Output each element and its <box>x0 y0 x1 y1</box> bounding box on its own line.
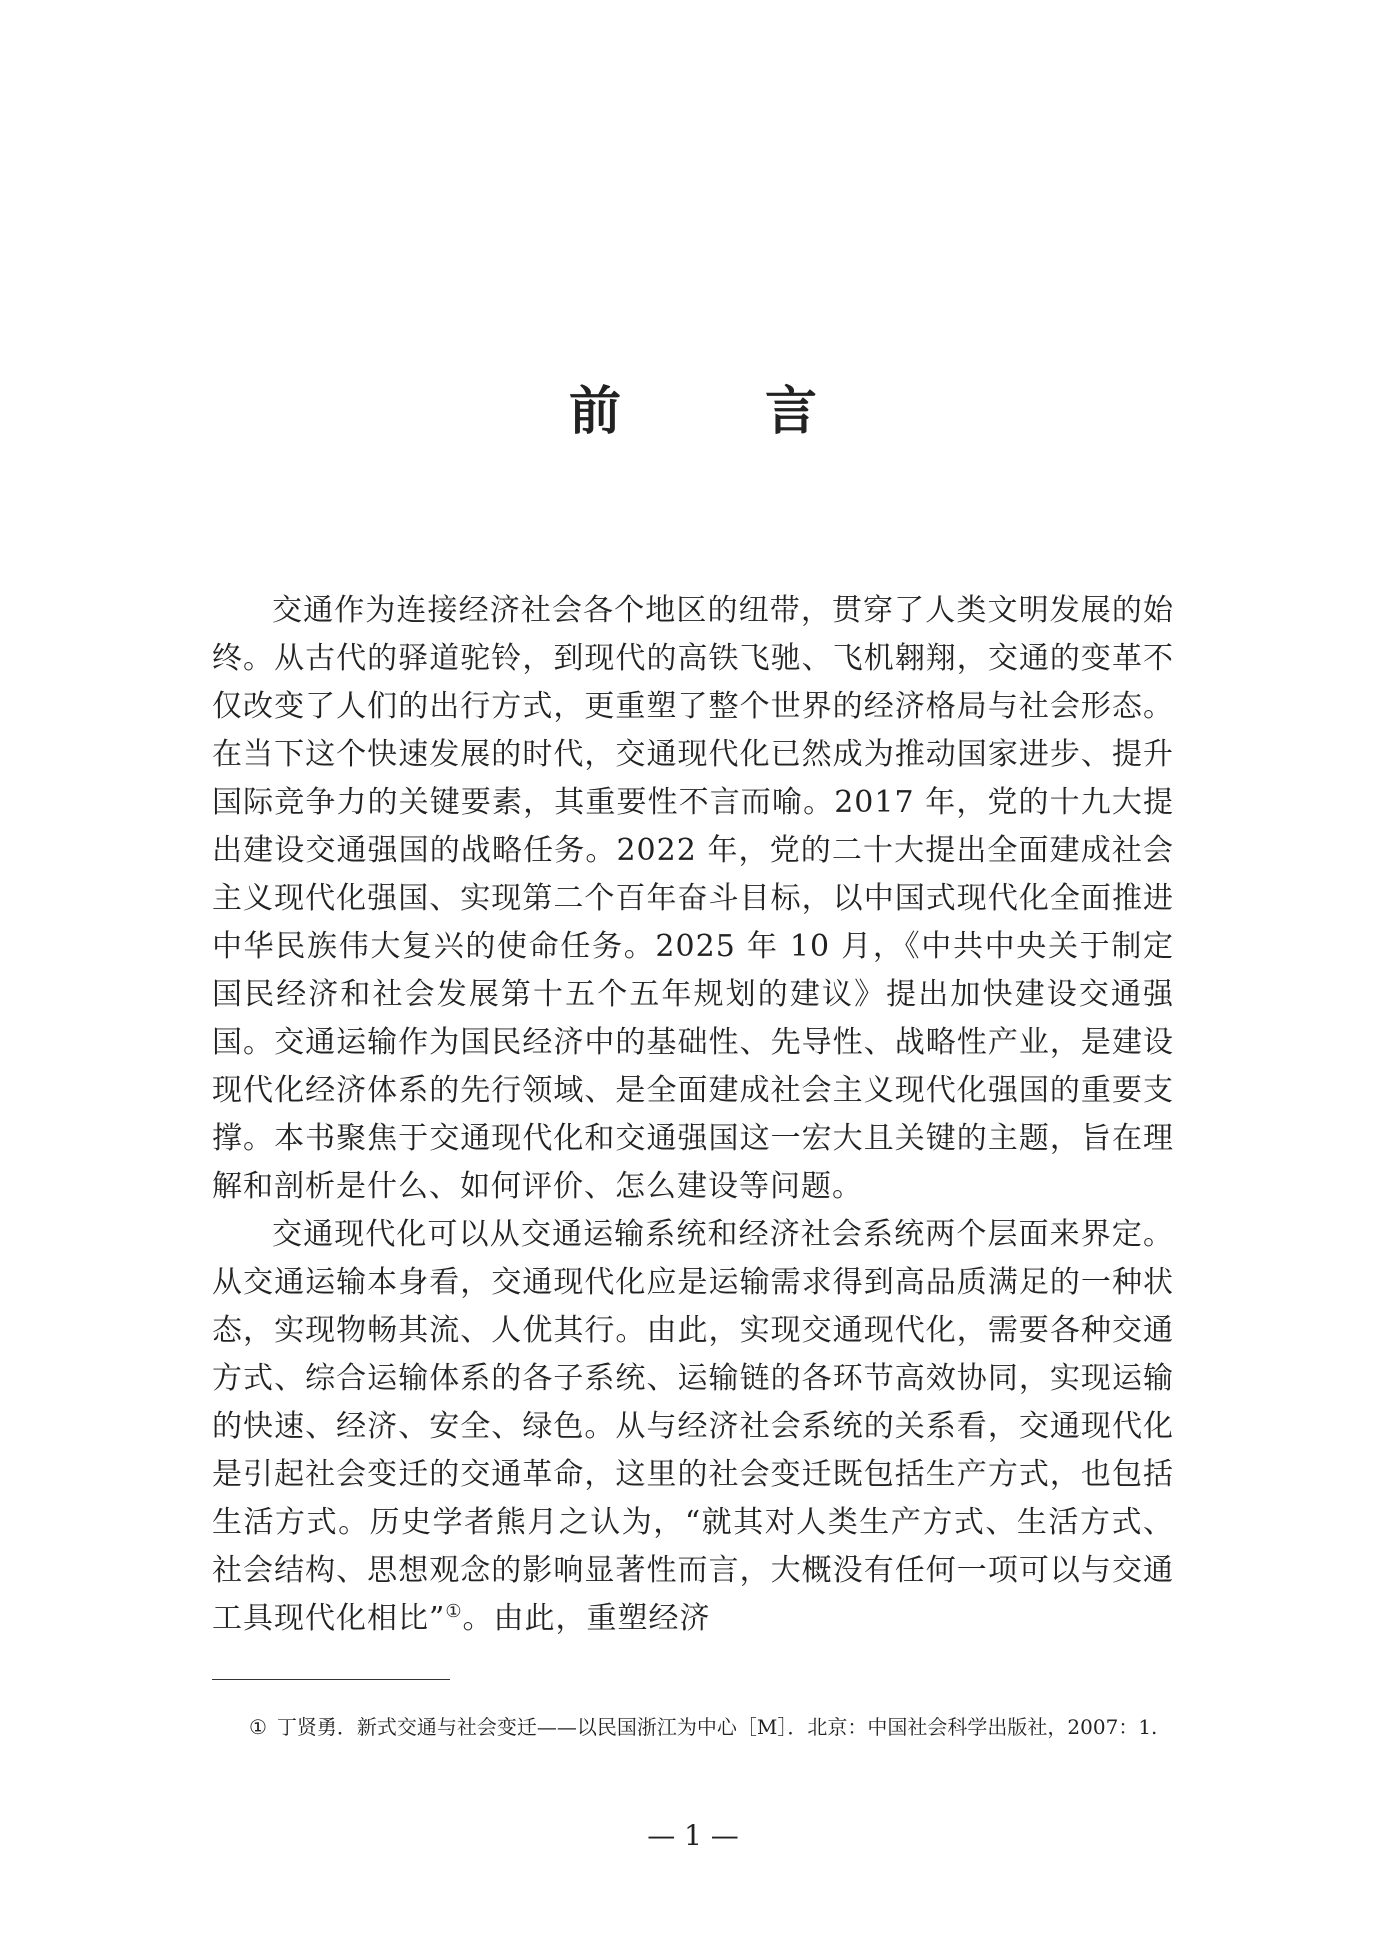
footnote-text: 丁贤勇．新式交通与社会变迁——以民国浙江为中心［M］．北京：中国社会科学出版社，2007：1. <box>276 1715 1158 1739</box>
paragraph-2-tail: 。由此，重塑经济 <box>462 1601 711 1636</box>
paragraph-1: 交通作为连接经济社会各个地区的纽带，贯穿了人类文明发展的始终。从古代的驿道驼铃，到现代的高铁飞驰、飞机翱翔，交通的变革不仅改变了人们的出行方式，更重塑了整个世界的经济格局与社会形态。在当下这个快速发展的时代，交通现代化已然成为推动国家进步、提升国际竞争力的关键要素，其重要性不言而喻。2017 年，党的十九大提出建设交通强国的战略任务。2022 年，党的二十大提出全面建成社会主义现代化强国、实现第二个百年奋斗目标，以中国式现代化全面推进中华民族伟大复兴的使命任务。2025 年 10 月，《中共中央关于制定国民经济和社会发展第十五个五年规划的建议》提出加快建设交通强国。交通运输作为国民经济中的基础性、先导性、战略性产业，是建设现代化经济体系的先行领域、是全面建成社会主义现代化强国的重要支撑。本书聚焦于交通现代化和交通强国这一宏大且关键的主题，旨在理解和剖析是什么、如何评价、怎么建设等问题。 <box>212 593 1174 1204</box>
body-text <box>212 587 1174 1643</box>
page-title: 前 言 <box>568 381 863 442</box>
paragraph-2 <box>212 1211 1174 1643</box>
page-number: — 1 — <box>647 1819 739 1852</box>
footnote-divider <box>212 1679 450 1680</box>
footnote-marker: ① <box>249 1715 267 1739</box>
footnote-reference[interactable]: ① <box>445 1601 463 1622</box>
footnote <box>212 1708 1174 1746</box>
paragraph-2-text: 交通现代化可以从交通运输系统和经济社会系统两个层面来界定。从交通运输本身看，交通现代化应是运输需求得到高品质满足的一种状态，实现物畅其流、人优其行。由此，实现交通现代化，需要各种交通方式、综合运输体系的各子系统、运输链的各环节高效协同，实现运输的快速、经济、安全、绿色。从与经济社会系统的关系看，交通现代化是引起社会变迁的交通革命，这里的社会变迁既包括生产方式，也包括生活方式。历史学者熊月之认为，“就其对人类生产方式、生活方式、社会结构、思想观念的影响显著性而言，大概没有任何一项可以与交通工具现代化相比” <box>212 1217 1174 1636</box>
